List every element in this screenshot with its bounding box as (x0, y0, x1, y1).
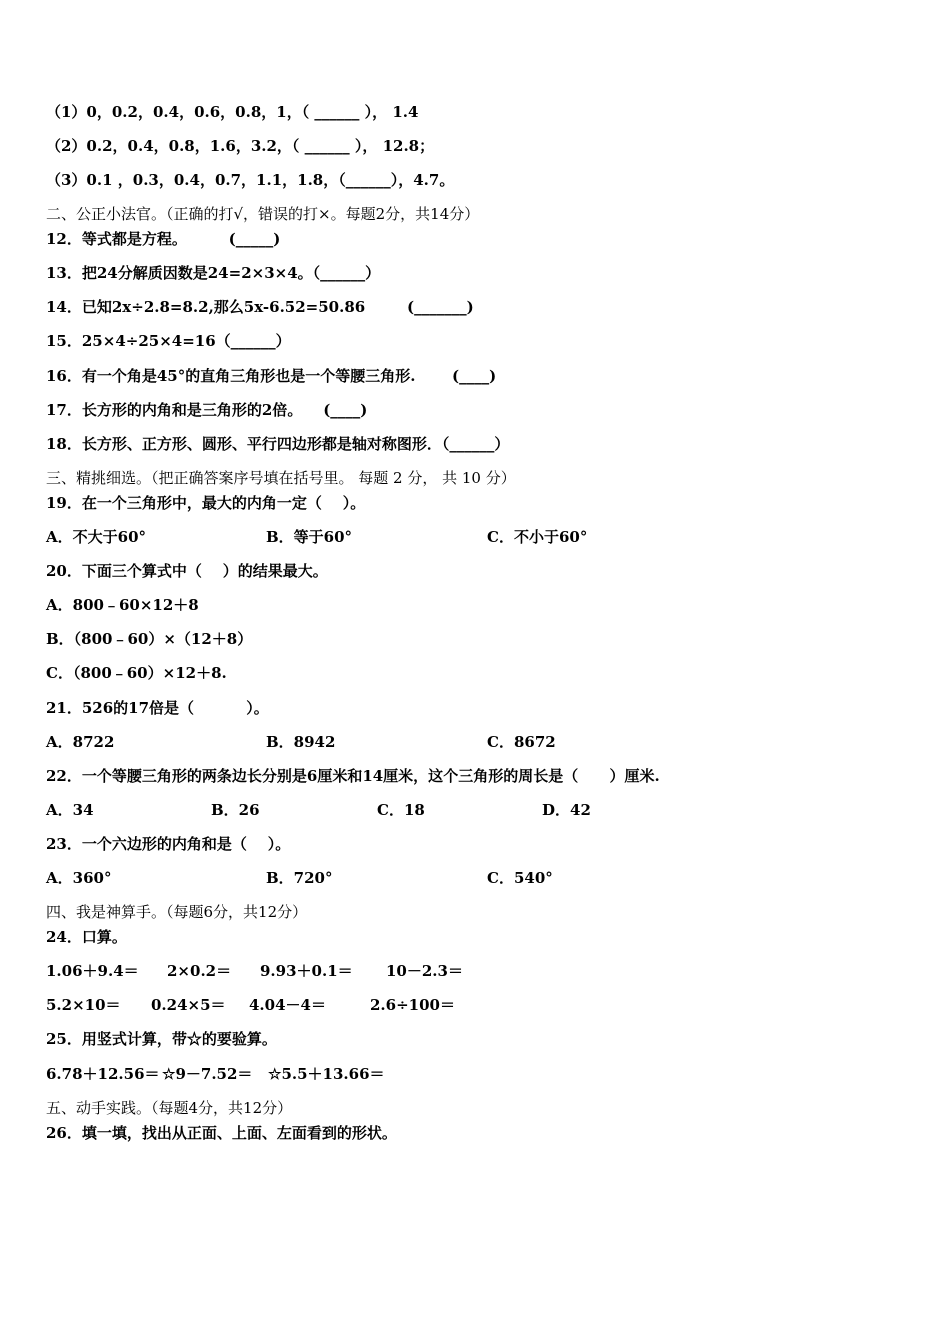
oral-calc-5: 5.2×10＝ (46, 996, 121, 1014)
question-23-option-a: A．360° (46, 869, 112, 887)
vertical-calc-3: ☆5.5＋13.66＝ (268, 1065, 385, 1083)
section-heading-5: 五、动手实践。（每题4分，共12分） (46, 1099, 293, 1117)
question-22-option-b: B．26 (211, 801, 260, 819)
question-23-option-b: B．720° (266, 869, 333, 887)
question-25: 25．用竖式计算，带☆的要验算。 (46, 1030, 277, 1048)
question-19-option-b: B．等于60° (266, 528, 353, 546)
question-14: 14．已知2x÷2.8=8.2,那么5x-6.52=50.86 (_______) (46, 298, 474, 316)
oral-calc-7: 4.04－4＝ (249, 996, 326, 1014)
section-heading-3: 三、精挑细选。（把正确答案序号填在括号里。 每题 2 分， 共 10 分） (46, 469, 516, 487)
question-17: 17．长方形的内角和是三角形的2倍。 (____) (46, 401, 368, 419)
oral-calc-1: 1.06＋9.4＝ (46, 962, 139, 980)
question-24: 24．口算。 (46, 928, 127, 946)
question-16: 16．有一个角是45°的直角三角形也是一个等腰三角形. (____) (46, 367, 497, 385)
sequence-line-2: （2）0.2，0.4，0.8，1.6，3.2，（ ______ ）， 12.8； (46, 137, 435, 155)
question-15: 15．25×4÷25×4=16（______） (46, 332, 291, 350)
question-19-option-a: A．不大于60° (46, 528, 147, 546)
question-18: 18．长方形、正方形、圆形、平行四边形都是轴对称图形．（______） (46, 435, 510, 453)
question-19-option-c: C．不小于60° (487, 528, 588, 546)
question-20-option-c: C．（800﹣60）×12＋8. (46, 664, 227, 682)
question-23-option-c: C．540° (487, 869, 553, 887)
oral-calc-4: 10－2.3＝ (386, 962, 463, 980)
question-22-option-d: D．42 (542, 801, 591, 819)
oral-calc-2: 2×0.2＝ (167, 962, 232, 980)
sequence-line-1: （1）0，0.2，0.4，0.6，0.8，1，（ ______ ）， 1.4 (46, 103, 419, 121)
vertical-calc-2: ☆9－7.52＝ (162, 1065, 253, 1083)
vertical-calc-1: 6.78＋12.56＝ (46, 1065, 160, 1083)
question-12: 12．等式都是方程。 (_____) (46, 230, 281, 248)
question-19: 19．在一个三角形中，最大的内角一定（ ）。 (46, 494, 366, 512)
question-21-option-b: B．8942 (266, 733, 336, 751)
question-20: 20．下面三个算式中（ ）的结果最大。 (46, 562, 328, 580)
question-22-option-c: C．18 (377, 801, 425, 819)
oral-calc-8: 2.6÷100＝ (370, 996, 455, 1014)
question-22-option-a: A．34 (46, 801, 94, 819)
sequence-line-3: （3）0.1 ，0.3，0.4，0.7，1.1，1.8，（______），4.7。 (46, 171, 455, 189)
question-21: 21．526的17倍是（ ）。 (46, 699, 269, 717)
question-20-option-b: B．（800﹣60）×（12＋8） (46, 630, 253, 648)
section-heading-2: 二、公正小法官。（正确的打√，错误的打×。每题2分，共14分） (46, 205, 480, 223)
oral-calc-3: 9.93＋0.1＝ (260, 962, 353, 980)
question-23: 23．一个六边形的内角和是（ ）。 (46, 835, 291, 853)
question-21-option-c: C．8672 (487, 733, 556, 751)
section-heading-4: 四、我是神算手。（每题6分，共12分） (46, 903, 308, 921)
question-22: 22．一个等腰三角形的两条边长分别是6厘米和14厘米，这个三角形的周长是（ ）厘米. (46, 767, 660, 785)
question-21-option-a: A．8722 (46, 733, 115, 751)
question-13: 13．把24分解质因数是24=2×3×4。（______） (46, 264, 381, 282)
oral-calc-6: 0.24×5＝ (151, 996, 226, 1014)
question-20-option-a: A．800﹣60×12＋8 (46, 596, 199, 614)
question-26: 26．填一填，找出从正面、上面、左面看到的形状。 (46, 1124, 397, 1142)
